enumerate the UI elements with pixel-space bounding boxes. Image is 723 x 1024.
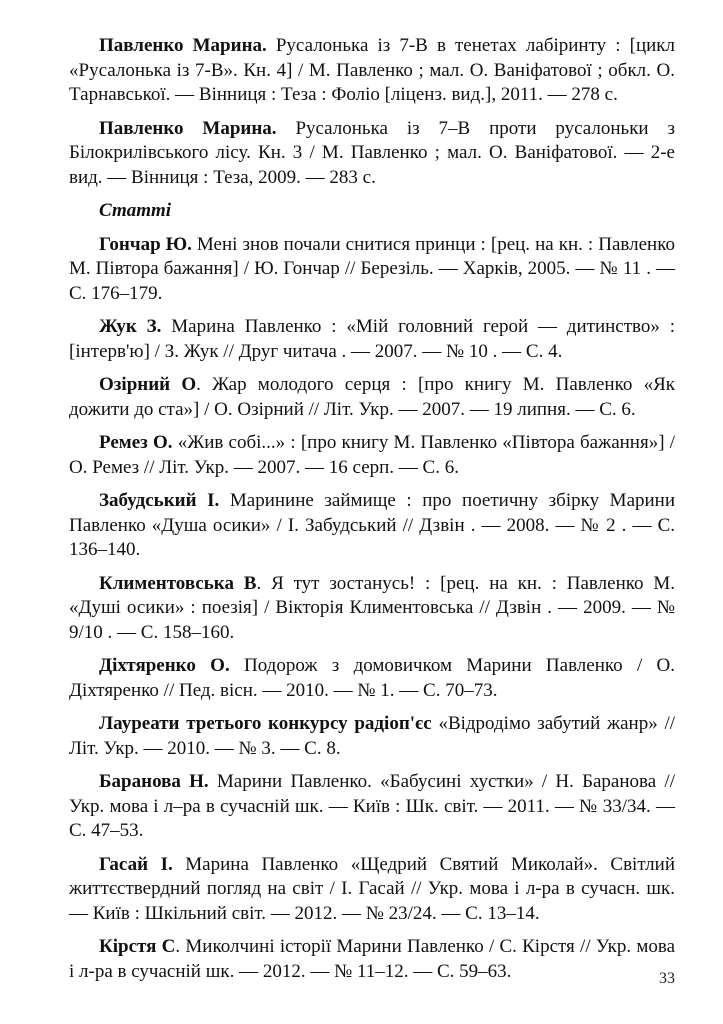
entry-author: Павленко Марина.	[99, 117, 277, 139]
entry-author: Кірстя С	[99, 936, 176, 957]
entry-text: Марина Павленко : «Мій головний герой — дитинство» : [інтерв'ю] / З. Жук // Друг читача . — 2007. — № 10 . — С. 4.	[69, 316, 675, 362]
entry-author: Озірний О	[99, 374, 197, 395]
bib-entry	[69, 373, 675, 422]
entry-text: Марина Павленко «Щедрий Святий Миколай». Світлий життєствердний погляд на світ / І. Гасай // Укр. мова і л-ра в сучасн. шк. — Київ : Шкільний світ. — 2012. — № 23/24. — С. 13–14.	[69, 853, 675, 924]
bib-entry	[69, 770, 675, 844]
entry-text: «Жив собі...» : [про книгу М. Павленко «Півтора бажання»] / О. Ремез // Літ. Укр. — 2007. — 16 серп. — С. 6.	[69, 432, 675, 478]
entry-author: Баранова Н.	[99, 771, 209, 792]
bib-entry	[69, 572, 675, 646]
bib-entry	[69, 935, 675, 984]
entry-text: Русалонька із 7–В проти русалоньки з Білокрилівського лісу. Кн. 3 / М. Павленко ; мал. О. Ваніфатової. — 2-е вид. — Вінниця : Теза, 2009. — 283 с.	[69, 117, 675, 188]
entry-text: Маринине займище : про поетичну збірку Марини Павленко «Душа осики» / І. Забудський // Дзвін . — 2008. — № 2 . — С. 136–140.	[69, 490, 676, 560]
entry-author: Гончар Ю.	[99, 233, 192, 255]
entry-author: Гасай І.	[99, 853, 173, 875]
entry-text: Марини Павленко. «Бабусині хустки» / Н. Баранова // Укр. мова і л–ра в сучасній шк. — Київ : Шк. світ. — 2011. — № 33/34. — С. 47–53.	[69, 771, 675, 841]
entry-text: . Я тут зостанусь! : [рец. на кн. : Павленко М. «Душі осики» : поезія] / Вікторія Климентовська // Дзвін . — 2009. — № 9/10 . — С. 158–160.	[69, 572, 676, 643]
entry-author: Павленко Марина.	[99, 35, 267, 56]
bib-entry	[69, 117, 675, 191]
bib-entry	[69, 489, 675, 563]
entry-author: Климентовська В	[99, 572, 257, 594]
bib-entry	[69, 233, 675, 307]
entry-text: . Жар молодого серця : [про книгу М. Павленко «Як дожити до ста»] / О. Озірний // Літ. Укр. — 2007. — 19 липня. — С. 6.	[69, 374, 675, 420]
bib-entry	[69, 654, 675, 703]
entry-author: Лауреати третього конкурсу радіоп'єс	[99, 713, 432, 734]
entry-author: Забудський І.	[99, 490, 220, 511]
articles-list	[69, 233, 675, 985]
bib-entry	[69, 34, 675, 108]
entry-author: Жук З.	[99, 316, 162, 337]
bib-entry	[69, 315, 675, 364]
entry-text: Подорож з домовичком Марини Павленко / О. Діхтяренко // Пед. вісн. — 2010. — № 1. — С. 70–73.	[69, 655, 675, 701]
bib-entry	[69, 431, 675, 480]
entry-text: . Миколчині історії Марини Павленко / С. Кірстя // Укр. мова і л-ра в сучасній шк. — 2012. — № 11–12. — С. 59–63.	[69, 936, 676, 982]
entry-author: Діхтяренко О.	[99, 655, 230, 676]
bib-entry	[69, 853, 675, 927]
page-number: 33	[659, 970, 675, 987]
section-title: Статті	[99, 200, 172, 221]
entry-author: Ремез О.	[99, 432, 173, 453]
entries-top	[69, 34, 675, 190]
entry-text: Русалонька із 7-В в тенетах лабіринту : [цикл «Русалонька із 7-В». Кн. 4] / М. Павленко ; мал. О. Ваніфатової ; обкл. О. Тарнавської. — Вінниця : Теза : Фоліо [ліценз. вид.], 2011. — 278 с.	[69, 35, 675, 105]
entry-text: Мені знов почали снитися принци : [рец. на кн. : Павленко М. Півтора бажання] / Ю. Гончар // Березіль. — Харків, 2005. — № 11 . — С. 176–179.	[69, 233, 675, 304]
bib-entry	[69, 712, 675, 761]
entry-text: «Відродімо забутий жанр» // Літ. Укр. — 2010. — № 3. — С. 8.	[69, 713, 675, 759]
page-body	[69, 34, 675, 993]
